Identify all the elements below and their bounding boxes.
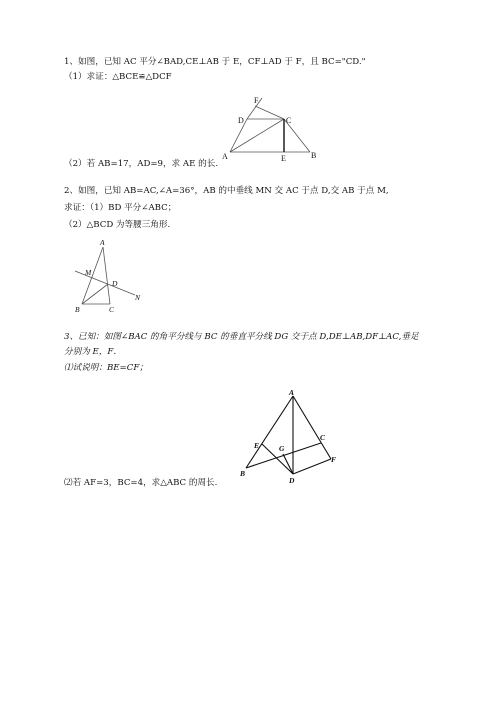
label-d: D: [238, 116, 244, 125]
problem2-proof-1: 求证：（1）BD 平分∠ABC；: [64, 203, 177, 213]
problem3-question-1: ⑴试说明：BE=CF；: [64, 363, 148, 373]
problem1-figure: [220, 92, 320, 162]
label-d: D: [289, 476, 295, 485]
label-c: C: [320, 433, 326, 442]
label-m: M: [85, 268, 92, 277]
label-b: B: [75, 305, 80, 314]
label-f: F: [331, 455, 337, 464]
problem2-statement: 2、如图，已知 AB=AC,∠A=36°，AB 的中垂线 MN 交 AC 于点 D,交 AB 于点 M,: [64, 186, 389, 196]
label-f: F: [254, 96, 259, 105]
problem3-figure: [236, 388, 346, 488]
problem3-statement: 3、已知：如图∠BAC 的角平分线与 BC 的垂直平分线 DG 交于点 D,DE⊥AB,DF⊥AC,垂足: [64, 332, 419, 342]
label-c: C: [286, 116, 292, 125]
problem2-figure: [73, 238, 153, 318]
label-e: E: [254, 441, 260, 450]
label-n: N: [135, 293, 141, 302]
label-b: B: [240, 469, 246, 478]
problem2-proof-2: （2）△BCD 为等腰三角形.: [64, 220, 171, 230]
problem1-statement: 1、如图，已知 AC 平分∠BAD,CE⊥AB 于 E，CF⊥AD 于 F，且 BC="CD.": [64, 57, 366, 67]
problem3-statement-cont: 分别为 E，F．: [64, 347, 122, 357]
problem1-question-1: （1）求证：△BCE≌△DCF: [64, 72, 172, 82]
label-g: G: [279, 444, 285, 453]
label-d: D: [112, 279, 118, 288]
label-a: A: [289, 388, 295, 397]
label-a: A: [222, 152, 228, 161]
label-e: E: [281, 154, 286, 163]
problem1-question-2: （2）若 AB=17，AD=9，求 AE 的长.: [64, 159, 219, 169]
label-b: B: [311, 151, 317, 160]
label-a: A: [100, 238, 105, 247]
label-c: C: [109, 305, 115, 314]
problem3-question-2: ⑵若 AF=3，BC=4，求△ABC 的周长.: [64, 478, 218, 488]
